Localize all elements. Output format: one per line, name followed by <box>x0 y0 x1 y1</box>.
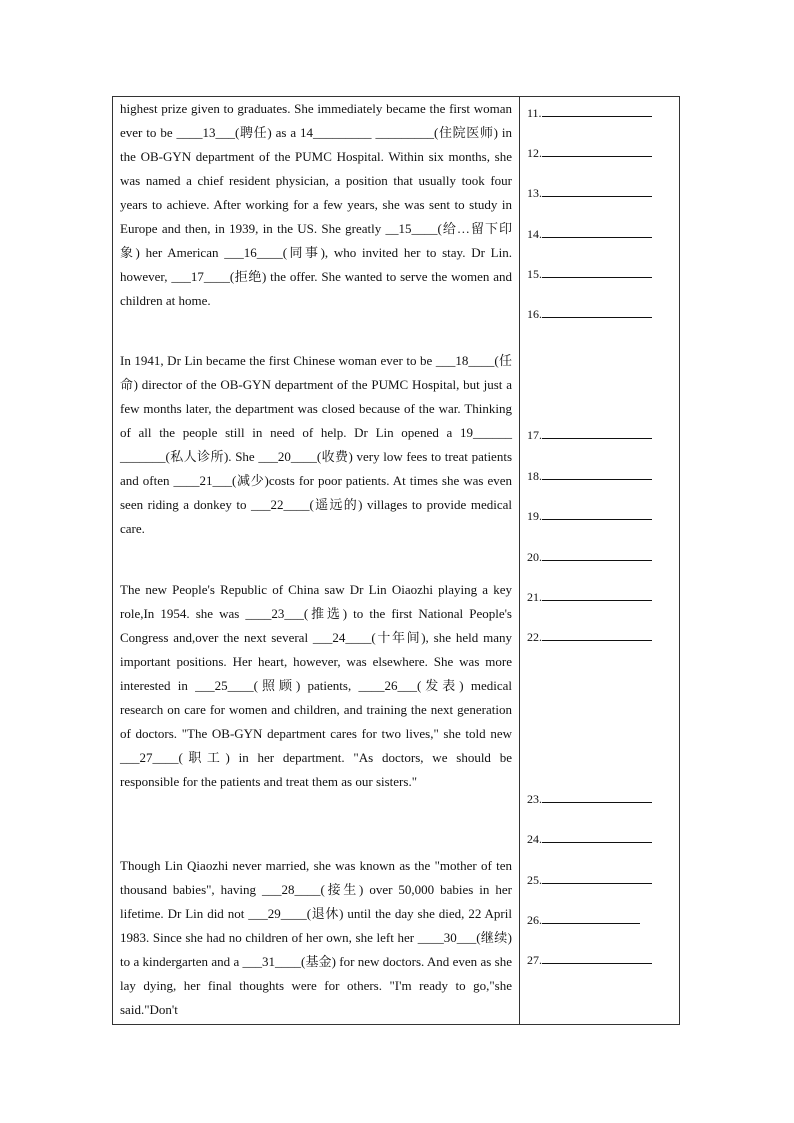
worksheet-table <box>112 96 680 1025</box>
column-divider <box>519 97 520 1024</box>
passage-paragraph-4: Though Lin Qiaozhi never married, she was known as the "mother of ten thousand babies", having ___28____(接生) over 50,000 babies in her lifetime. Dr Lin did not ___29____(退休) until the day she died, 22 April 1983. Since she had no children of her own, she left her ____30___(继续) to a kindergarten and a ___31____(基金) for new doctors. And even as she lay dying, her final thoughts were for others. "I'm ready to go,"she said."Don't <box>120 858 512 1017</box>
passage-paragraph-1: highest prize given to graduates. She immediately became the first woman ever to be ____13___(聘任) as a 14_________ _________(住院医师) in the OB-GYN department of the PUMC Hospital. Within six months, she was named a chief resident physician, a position that usually took four years to achieve. After working for a few years, she was sent to study in Europe and then, in 1939, in the US. She greatly __15____(给…留下印象) her American ___16____(同事), who invited her to stay. Dr Lin. however, ___17____(拒绝) the offer. She wanted to serve the women and children at home. <box>120 101 512 308</box>
passage-paragraph-3: The new People's Republic of China saw Dr Lin Oiaozhi playing a key role,In 1954. she was ____23___(推选) to the first National People's Congress and,over the next several ___24____(十年间), she held many important positions. Her heart, however, was elsewhere. She was more interested in ___25____(照顾) patients, ____26___(发表) medical research on care for women and children, and training the next generation of doctors. "The OB-GYN department cares for two lives," she told new ___27____(职工) in her department. "As doctors, we should be responsible for the patients and treat them as our sisters." <box>120 582 512 789</box>
answer-blank[interactable] <box>527 468 652 483</box>
passage-paragraph-2: In 1941, Dr Lin became the first Chinese woman ever to be ___18____(任命) director of the OB-GYN department of the PUMC Hospital, but just a few months later, the department was closed because of the war. Thinking of all the people still in need of help. Dr Lin opened a 19______ _______(私人诊所). She ___20____(收费) very low fees to treat patients and often ____21___(减少)costs for poor patients. At times she was even seen riding a donkey to ___22____(遥远的) villages to provide medical care. <box>120 353 512 536</box>
answer-number: 25. <box>527 873 542 887</box>
answer-blank[interactable] <box>527 508 652 523</box>
answer-number: 15. <box>527 267 542 281</box>
answer-number: 13. <box>527 186 542 200</box>
answer-number: 23. <box>527 792 542 806</box>
answer-number: 11. <box>527 106 542 120</box>
answer-blank[interactable] <box>527 226 652 241</box>
answer-blank[interactable] <box>527 872 652 887</box>
answer-number: 16. <box>527 307 542 321</box>
answer-number: 27. <box>527 953 542 967</box>
answer-number: 19. <box>527 509 542 523</box>
answer-blank[interactable] <box>527 952 652 967</box>
answer-blank[interactable] <box>527 105 652 120</box>
answer-blank[interactable] <box>527 589 652 604</box>
answer-blank[interactable] <box>527 831 652 846</box>
answer-number: 26. <box>527 913 542 927</box>
answer-number: 14. <box>527 227 542 241</box>
answer-blank[interactable] <box>527 912 640 927</box>
answer-blank[interactable] <box>527 629 652 644</box>
answer-number: 12. <box>527 146 542 160</box>
answer-blank[interactable] <box>527 145 652 160</box>
answer-number: 24. <box>527 832 542 846</box>
answer-blank[interactable] <box>527 791 652 806</box>
answer-number: 22. <box>527 630 542 644</box>
answer-blank[interactable] <box>527 306 652 321</box>
answer-number: 20. <box>527 550 542 564</box>
answer-column <box>527 97 677 1024</box>
answer-number: 17. <box>527 428 542 442</box>
answer-blank[interactable] <box>527 266 652 281</box>
answer-blank[interactable] <box>527 549 652 564</box>
answer-blank[interactable] <box>527 427 652 442</box>
answer-number: 18. <box>527 469 542 483</box>
answer-number: 21. <box>527 590 542 604</box>
answer-blank[interactable] <box>527 185 652 200</box>
